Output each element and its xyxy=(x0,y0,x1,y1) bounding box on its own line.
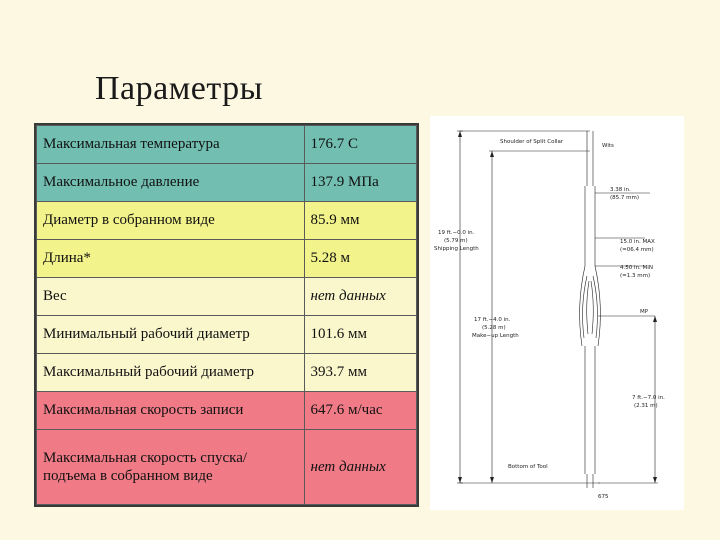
bottom-length-label-2: (2.31 m) xyxy=(634,403,658,409)
param-value: 137.9 МПа xyxy=(304,164,417,202)
param-value: 85.9 мм xyxy=(304,202,417,240)
param-name: Максимальная температура xyxy=(37,126,305,164)
param-name: Диаметр в собранном виде xyxy=(37,202,305,240)
min-dia-label-1: 4.50 in. MIN xyxy=(620,265,653,271)
param-name: Минимальный рабочий диаметр xyxy=(37,316,305,354)
tool-diagram xyxy=(430,116,684,510)
min-dia-label-2: (=1.3 mm) xyxy=(620,273,651,279)
makeup-label-1: 17 ft.−4.0 in. xyxy=(474,317,511,323)
table-row xyxy=(37,354,417,392)
bottom-of-tool-label: Bottom of Tool xyxy=(508,464,548,470)
top-dia-label-1: 3.38 in. xyxy=(610,187,631,193)
param-value: нет данных xyxy=(304,278,417,316)
shipping-label-1: 19 ft.−0.0 in. xyxy=(438,230,475,236)
top-dia-label-2: (85.7 mm) xyxy=(610,195,640,201)
param-name: Максимальное давление xyxy=(37,164,305,202)
table-row xyxy=(37,126,417,164)
parameters-table xyxy=(36,125,417,505)
shoulder-label: Shoulder of Split Collar xyxy=(500,139,564,145)
param-value: 393.7 мм xyxy=(304,354,417,392)
shipping-label-3: Shipping Length xyxy=(434,246,479,252)
param-value: нет данных xyxy=(304,430,417,505)
table-row xyxy=(37,392,417,430)
mp-label: MP xyxy=(640,309,649,315)
param-value: 176.7 С xyxy=(304,126,417,164)
param-name: Вес xyxy=(37,278,305,316)
table-row xyxy=(37,240,417,278)
max-dia-label-1: 15.0 in. MAX xyxy=(620,239,655,245)
param-value: 101.6 мм xyxy=(304,316,417,354)
param-value: 647.6 м/час xyxy=(304,392,417,430)
bottom-code-label: 675 xyxy=(598,494,609,500)
param-name: Максимальная скорость спуска/подъема в собранном виде xyxy=(37,430,305,505)
page-title: Параметры xyxy=(95,70,263,107)
shipping-label-2: (5.79 m) xyxy=(444,238,468,244)
max-dia-label-2: (=06.4 mm) xyxy=(620,247,654,253)
param-name: Максимальный рабочий диаметр xyxy=(37,354,305,392)
table-row xyxy=(37,316,417,354)
table-row xyxy=(37,430,417,505)
param-name: Длина* xyxy=(37,240,305,278)
bottom-length-label-1: 7 ft.−7.0 in. xyxy=(632,395,665,401)
table-row xyxy=(37,202,417,240)
param-value: 5.28 м xyxy=(304,240,417,278)
makeup-label-3: Make−up Length xyxy=(472,333,519,339)
makeup-label-2: (5.28 m) xyxy=(482,325,506,331)
wits-label: Wits xyxy=(602,143,614,149)
param-name: Максимальная скорость записи xyxy=(37,392,305,430)
table-row xyxy=(37,278,417,316)
table-row xyxy=(37,164,417,202)
